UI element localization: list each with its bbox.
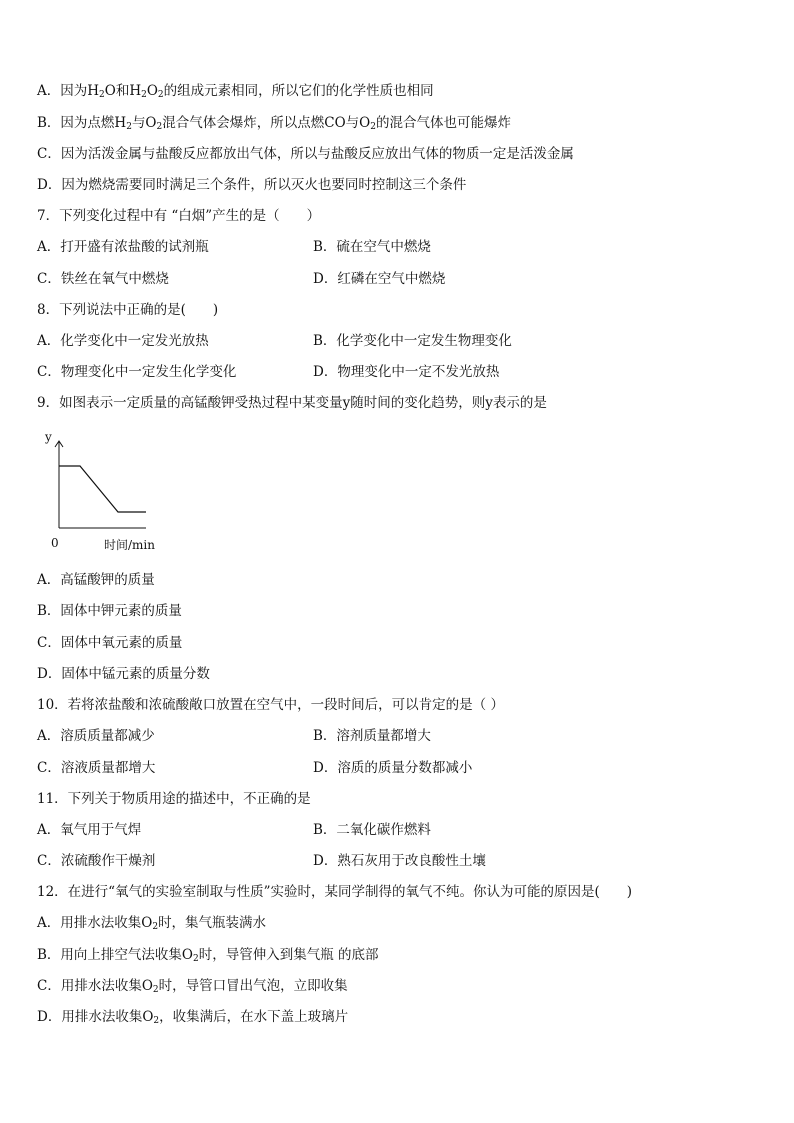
q7-stem: 7．下列变化过程中有 “白烟”产生的是（ ） [37,208,321,224]
q9-graph [40,428,170,553]
q8-option-b: B．化学变化中一定发生物理变化 [313,333,512,349]
q8-stem: 8．下列说法中正确的是( ) [37,302,219,318]
q10-option-a: A．溶质质量都减少 [37,728,155,744]
trend-line [59,466,146,512]
q6-option-d: D．因为燃烧需要同时满足三个条件，所以灭火也要同时控制这三个条件 [37,177,467,193]
q11-option-d: D．熟石灰用于改良酸性土壤 [313,853,486,869]
q10-stem: 10．若将浓盐酸和浓硫酸敞口放置在空气中，一段时间后，可以肯定的是（ ） [37,697,504,713]
q7-option-d: D．红磷在空气中燃烧 [313,271,446,287]
q10-option-c: C．溶液质量都增大 [37,760,156,776]
q12-stem: 12．在进行“氧气的实验室制取与性质”实验时，某同学制得的氧气不纯。你认为可能的原因是( ) [37,884,633,900]
q7-option-a: A．打开盛有浓盐酸的试剂瓶 [37,239,209,255]
q9-option-c: C．固体中氧元素的质量 [37,635,183,651]
origin-label: 0 [51,536,59,550]
q6-option-c: C．因为活泼金属与盐酸反应都放出气体，所以与盐酸反应放出气体的物质一定是活泼金属 [37,146,574,162]
q9-option-d: D．固体中锰元素的质量分数 [37,666,210,682]
q10-option-b: B．溶剂质量都增大 [313,728,431,744]
q8-option-d: D．物理变化中一定不发光放热 [313,364,500,380]
q12-option-c: C．用排水法收集$O_2$时，导管口冒出气泡，立即收集 [37,978,348,995]
q9-option-b: B．固体中钾元素的质量 [37,603,182,619]
q7-option-b: B．硫在空气中燃烧 [313,239,431,255]
q8-option-a: A．化学变化中一定发光放热 [37,333,209,349]
q11-option-b: B．二氧化碳作燃料 [313,822,431,838]
q8-option-c: C．物理变化中一定发生化学变化 [37,364,237,380]
q12-option-d: D．用排水法收集$O_2$，收集满后，在水下盖上玻璃片 [37,1009,349,1026]
q12-option-b: B．用向上排空气法收集$O_2$时，导管伸入到集气瓶 的底部 [37,947,379,964]
q12-option-a: A．用排水法收集$O_2$时，集气瓶装满水 [37,915,267,932]
y-axis-label: y [45,430,52,444]
q11-stem: 11．下列关于物质用途的描述中，不正确的是 [37,791,311,807]
q9-graph-svg [40,428,170,553]
q9-stem: 9．如图表示一定质量的高锰酸钾受热过程中某变量y随时间的变化趋势，则y表示的是 [37,395,547,411]
q9-option-a: A．高锰酸钾的质量 [37,572,155,588]
q10-option-d: D．溶质的质量分数都减小 [313,760,473,776]
q6-option-b: B．因为点燃$H_2$与$O_2$混合气体会爆炸，所以点燃CO与$O_2$的混合气体也可能爆炸 [37,115,511,132]
x-axis-label: 时间/min [104,538,155,552]
q7-option-c: C．铁丝在氧气中燃烧 [37,271,169,287]
q11-option-c: C．浓硫酸作干燥剂 [37,853,156,869]
q11-option-a: A．氧气用于气焊 [37,822,142,838]
q6-option-a: A．因为$H_2O$和$H_2O_2$的组成元素相同，所以它们的化学性质也相同 [37,83,434,100]
